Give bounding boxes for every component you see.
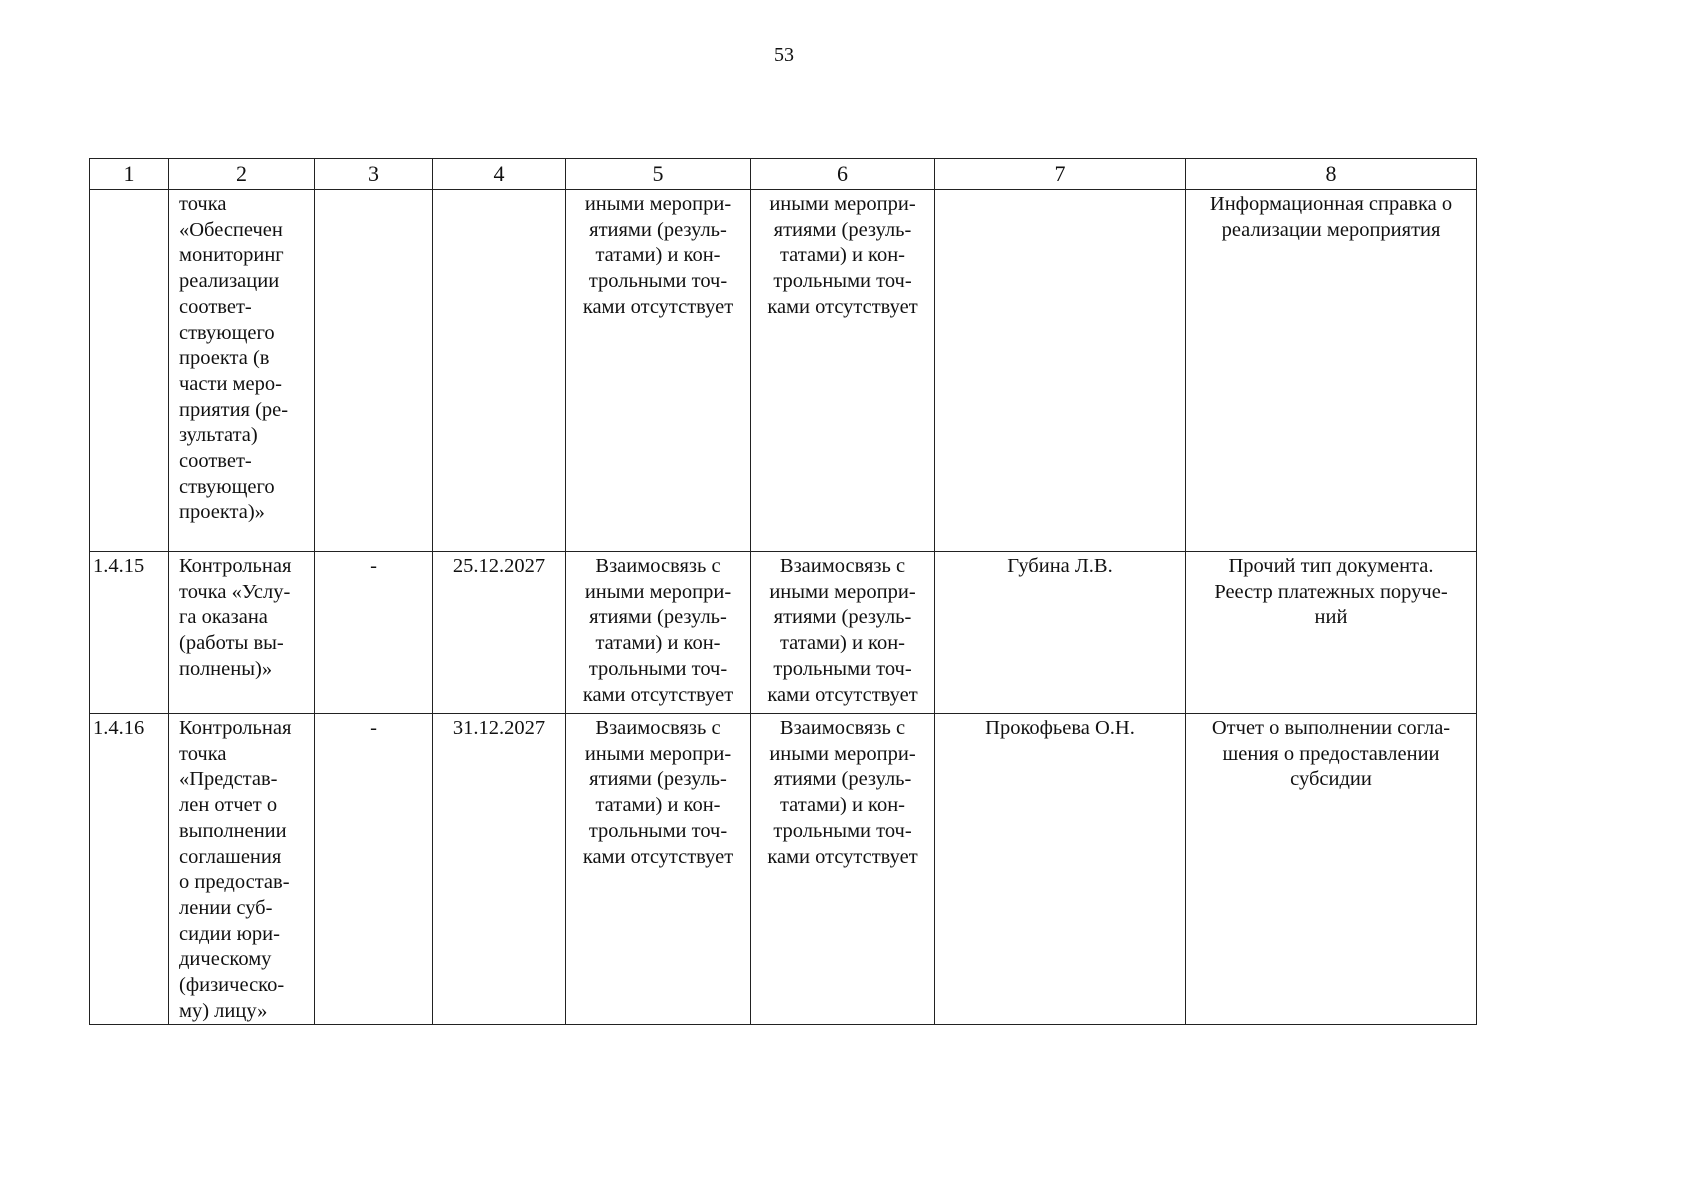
cell-document [1186,552,1477,714]
cell-col3 [315,714,433,1025]
cell-line: Реестр платежных поруче- [1214,580,1448,603]
cell-line: Взаимосвязь с [779,555,906,577]
cell-line: «Представ- [179,768,278,791]
cell-responsible [935,714,1186,1025]
cell-line: ний [1314,606,1348,629]
cell-number [90,190,169,552]
cell-line: выполнении [179,819,287,842]
cell-text: Прокофьева О.Н. [985,717,1135,739]
cell-text: Губина Л.В. [1007,555,1113,577]
cell-line: трольными точ- [773,657,912,680]
cell-name [169,190,315,552]
cell-line: приятия (ре- [179,398,289,421]
cell-line: татами) и кон- [779,632,906,655]
cell-number [90,714,169,1025]
cell-line: иными меропри- [769,193,916,215]
cell-line: лен отчет о [179,794,278,817]
cell-line: ятиями (резуль- [773,768,912,791]
cell-line: Контрольная [179,717,292,739]
cell-line: ятиями (резуль- [773,218,912,241]
cell-line: соглашения [179,845,282,868]
cell-line: татами) и кон- [595,632,721,655]
cell-line: трольными точ- [588,270,728,293]
cell-relation-5 [566,714,751,1025]
cell-relation-5 [566,190,751,552]
cell-line: Контрольная [179,555,292,577]
table-row [90,714,1477,1025]
cell-line: татами) и кон- [779,244,906,267]
cell-line: проекта (в [179,347,270,370]
cell-line: полнены)» [179,657,273,680]
cell-line: ками отсутствует [767,295,918,318]
cell-line: точка [179,742,227,765]
cell-line: части меро- [179,372,282,395]
cell-line: ствующего [179,321,275,344]
cell-relation-6 [751,190,935,552]
cell-line: проекта)» [179,501,265,524]
cell-line: иными меропри- [584,742,732,765]
cell-line: субсидии [1290,768,1372,791]
cell-line: дическому [179,948,272,971]
cell-line: татами) и кон- [779,794,906,817]
header-cell: 5 [566,159,751,190]
cell-line: трольными точ- [773,270,912,293]
cell-document [1186,714,1477,1025]
cell-line: ками отсутствует [767,683,918,706]
cell-line: реализации мероприятия [1221,218,1441,241]
cell-line: точка [179,193,227,215]
cell-line: зультата) [179,424,258,447]
cell-line: Взаимосвязь с [595,555,721,577]
cell-line: трольными точ- [588,819,728,842]
cell-col3 [315,190,433,552]
header-row [90,159,1477,190]
header-cell: 7 [935,159,1186,190]
cell-line: реализации [179,270,280,293]
header-cell: 8 [1186,159,1477,190]
cell-text: - [370,717,377,739]
table-row [90,552,1477,714]
header-cell: 6 [751,159,935,190]
cell-line: о предостав- [179,871,290,894]
cell-line: ствующего [179,475,275,498]
cell-line: иными меропри- [769,580,916,603]
cell-line: сидии юри- [179,922,280,945]
cell-text: - [370,555,377,577]
cell-line: трольными точ- [773,819,912,842]
cell-text: 31.12.2027 [452,717,546,739]
cell-line: точка «Услу- [179,580,291,603]
cell-number [90,552,169,714]
cell-line: шения о предоставлении [1222,742,1440,765]
cell-line: му) лицу» [179,999,268,1022]
cell-line: (работы вы- [179,632,284,655]
cell-responsible [935,190,1186,552]
cell-text: 1.4.16 [93,717,145,739]
cell-line: ками отсутствует [582,295,734,318]
cell-line: ятиями (резуль- [589,218,727,241]
cell-responsible [935,552,1186,714]
cell-line: ятиями (резуль- [589,768,727,791]
cell-line: соответ- [179,450,252,473]
cell-name [169,552,315,714]
table-row [90,190,1477,552]
document-table [89,158,1477,1025]
cell-line: трольными точ- [588,657,728,680]
cell-line: ятиями (резуль- [773,606,912,629]
page-number: 53 [774,44,794,66]
cell-line: лении суб- [179,896,273,919]
cell-relation-5 [566,552,751,714]
cell-line: га оказана [179,606,268,629]
cell-col3 [315,552,433,714]
cell-text: 25.12.2027 [452,555,546,577]
cell-line: соответ- [179,295,252,318]
cell-line: ками отсутствует [767,845,918,868]
cell-line: (физическо- [179,974,285,997]
header-cell: 4 [433,159,566,190]
cell-line: ками отсутствует [582,845,734,868]
cell-line: Информационная справка о [1209,193,1453,215]
cell-line: Отчет о выполнении согла- [1211,717,1451,739]
header-cell: 3 [315,159,433,190]
cell-date [433,552,566,714]
cell-line: иными меропри- [584,193,732,215]
cell-relation-6 [751,714,935,1025]
cell-line: Взаимосвязь с [595,717,721,739]
cell-line: татами) и кон- [595,794,721,817]
cell-line: татами) и кон- [595,244,721,267]
cell-line: Прочий тип документа. [1228,555,1434,577]
header-cell: 1 [90,159,169,190]
cell-text: 1.4.15 [93,555,145,577]
cell-line: иными меропри- [584,580,732,603]
cell-line: ками отсутствует [582,683,734,706]
cell-line: Взаимосвязь с [779,717,906,739]
cell-name [169,714,315,1025]
cell-line: мониторинг [179,244,284,267]
header-cell: 2 [169,159,315,190]
cell-line: «Обеспечен [179,218,283,241]
cell-line: ятиями (резуль- [589,606,727,629]
cell-relation-6 [751,552,935,714]
cell-date [433,190,566,552]
cell-date [433,714,566,1025]
cell-document [1186,190,1477,552]
cell-line: иными меропри- [769,742,916,765]
